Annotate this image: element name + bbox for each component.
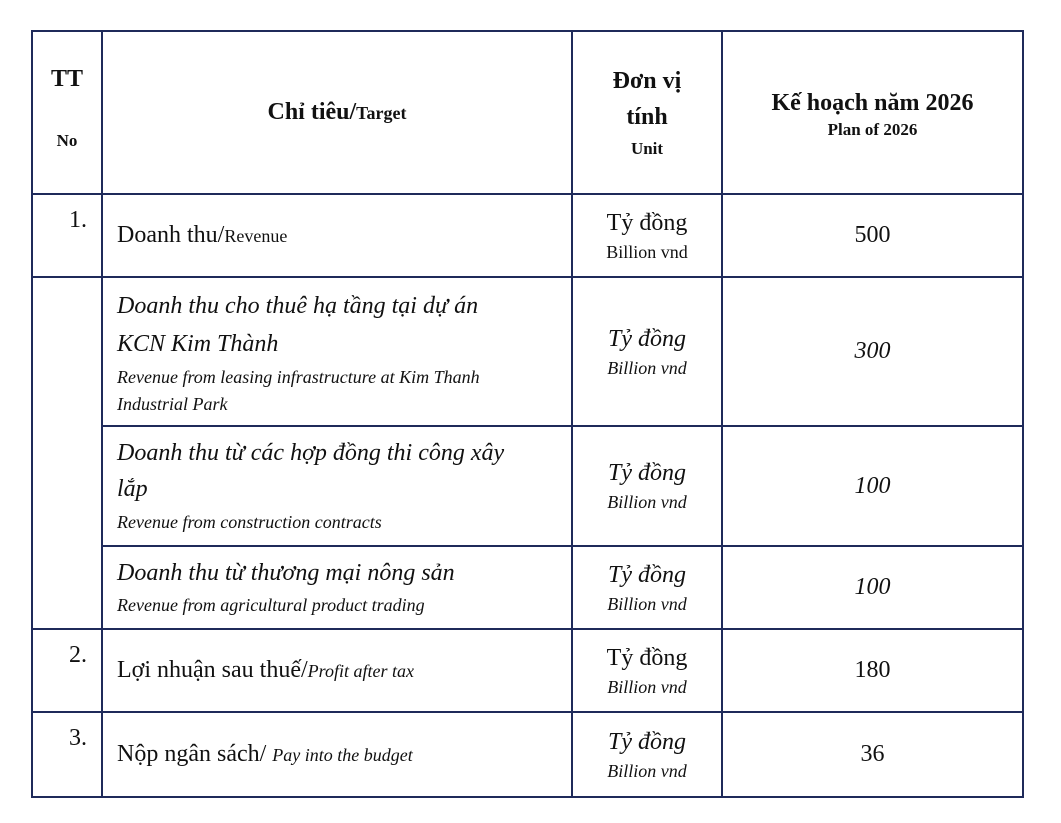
row-target-en-2: Industrial Park bbox=[117, 393, 228, 414]
row-value: 100 bbox=[722, 546, 1023, 629]
row-target-cell bbox=[102, 277, 572, 426]
row-target-en: Revenue bbox=[224, 226, 288, 246]
row-target-cell bbox=[102, 712, 572, 797]
row-value: 300 bbox=[722, 277, 1023, 426]
table-row bbox=[32, 629, 1023, 712]
row-target-vi-2: lắp bbox=[117, 476, 148, 502]
row-unit-cell bbox=[572, 194, 722, 277]
header-plan-cell bbox=[722, 31, 1023, 194]
row-target-en: Revenue from agricultural product trading bbox=[117, 594, 425, 615]
row-target-en: Pay into the budget bbox=[272, 745, 413, 765]
row-value: 180 bbox=[722, 629, 1023, 712]
row-unit-en: Billion vnd bbox=[607, 760, 687, 781]
row-target-en: Profit after tax bbox=[307, 661, 414, 681]
header-target-en: Target bbox=[356, 103, 407, 123]
table-row bbox=[32, 194, 1023, 277]
header-unit-vi-1: Đơn vị bbox=[612, 67, 682, 94]
header-row bbox=[32, 31, 1023, 194]
row-target-vi: Doanh thu từ thương mại nông sản bbox=[117, 559, 455, 586]
row-unit-en: Billion vnd bbox=[607, 593, 687, 614]
row-target-cell bbox=[102, 546, 572, 629]
header-plan-vi: Kế hoạch năm 2026 bbox=[771, 89, 974, 116]
row-unit-vi: Tỷ đồng bbox=[606, 209, 688, 236]
header-no-vi: TT bbox=[50, 66, 83, 92]
row-unit-vi: Tỷ đồng bbox=[608, 325, 686, 352]
row-no: 2. bbox=[32, 629, 102, 712]
header-unit-cell bbox=[572, 31, 722, 194]
header-unit-vi-2: tính bbox=[626, 103, 668, 130]
table-row bbox=[32, 426, 1023, 546]
row-target-en: Revenue from construction contracts bbox=[117, 512, 382, 532]
row-no: 1. bbox=[32, 194, 102, 277]
table-row bbox=[32, 546, 1023, 629]
row-unit-vi: Tỷ đồng bbox=[606, 644, 688, 671]
row-no: 3. bbox=[32, 712, 102, 797]
row-target-vi-1: Doanh thu cho thuê hạ tầng tại dự án bbox=[117, 292, 479, 319]
row-target-cell bbox=[102, 426, 572, 546]
row-unit-en: Billion vnd bbox=[606, 241, 688, 262]
row-unit-cell bbox=[572, 277, 722, 426]
row-unit-en: Billion vnd bbox=[607, 492, 687, 512]
row-target-vi: Doanh thu/ bbox=[117, 222, 225, 248]
row-value: 500 bbox=[722, 194, 1023, 277]
row-target-cell bbox=[102, 194, 572, 277]
row-target-en-1: Revenue from leasing infrastructure at Kim Thanh bbox=[117, 366, 480, 387]
header-target-cell bbox=[102, 31, 572, 194]
table-row bbox=[32, 277, 1023, 426]
header-no-cell bbox=[32, 31, 102, 194]
header-no-en: No bbox=[56, 131, 78, 150]
plan-table bbox=[31, 30, 1024, 798]
row-unit-en: Billion vnd bbox=[607, 357, 687, 378]
row-target-vi: Lợi nhuận sau thuế/ bbox=[117, 657, 308, 683]
header-target-vi: Chỉ tiêu/ bbox=[267, 99, 357, 125]
row-unit-cell bbox=[572, 426, 722, 546]
table-row bbox=[32, 712, 1023, 797]
row-unit-cell bbox=[572, 546, 722, 629]
row-unit-vi: Tỷ đồng bbox=[608, 561, 686, 588]
row-unit-cell bbox=[572, 712, 722, 797]
row-unit-cell bbox=[572, 629, 722, 712]
row-value: 36 bbox=[722, 712, 1023, 797]
header-unit-en: Unit bbox=[630, 138, 664, 158]
row-unit-vi: Tỷ đồng bbox=[608, 728, 686, 755]
row-unit-vi: Tỷ đồng bbox=[608, 460, 686, 486]
row-target-vi-2: KCN Kim Thành bbox=[117, 330, 279, 357]
row-value: 100 bbox=[722, 426, 1023, 546]
row-no-empty bbox=[32, 277, 102, 629]
row-unit-en: Billion vnd bbox=[607, 676, 687, 697]
row-target-vi-1: Doanh thu từ các hợp đồng thi công xây bbox=[117, 440, 505, 466]
row-target-vi: Nộp ngân sách/ bbox=[117, 741, 273, 767]
row-target-cell bbox=[102, 629, 572, 712]
header-plan-en: Plan of 2026 bbox=[827, 119, 918, 139]
